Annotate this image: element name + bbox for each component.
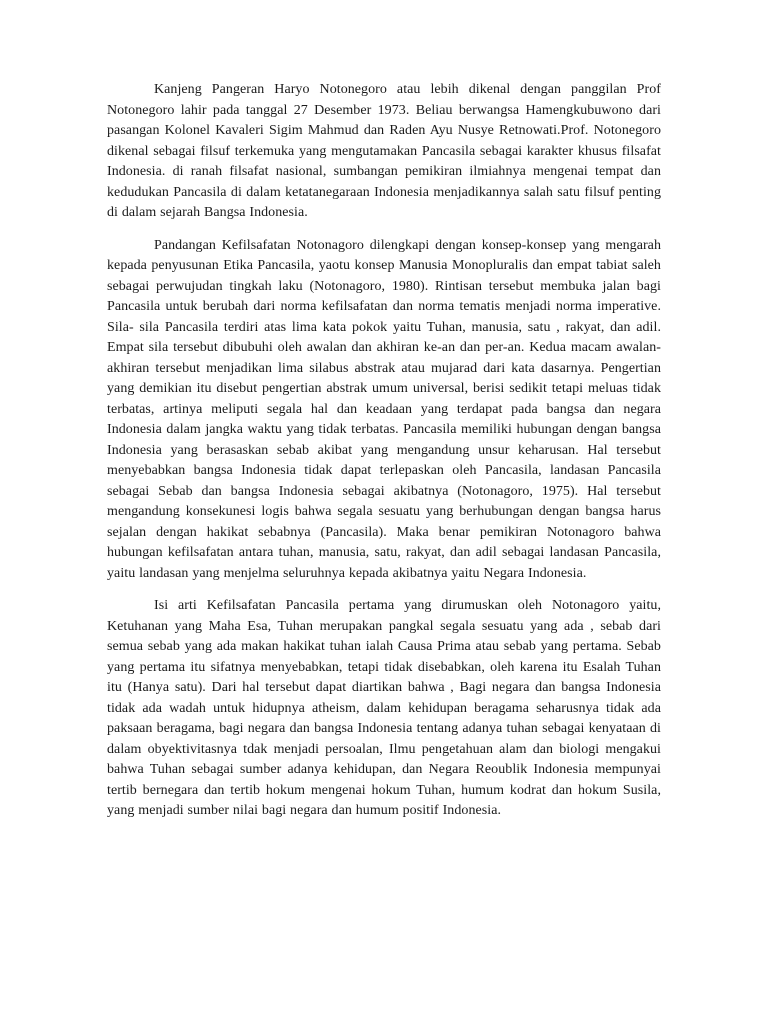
paragraph-philosophy-views: Pandangan Kefilsafatan Notonagoro dilengkapi dengan konsep-konsep yang mengarah kepada penyusunan Etika Pancasila, yaotu konsep Manusia Monopluralis dan empat tabiat saleh sebagai perwujudan tingkah laku (Notonagoro, 1980). Rintisan tersebut membuka jalan bagi Pancasila untuk berubah dari norma kefilsafatan dan norma tematis menjadi norma imperative. Sila- sila Pancasila terdiri atas lima kata pokok yaitu Tuhan, manusia, satu , rakyat, dan adil. Empat sila tersebut dibubuhi oleh awalan dan akhiran ke-an dan per-an. Kedua macam awalan-akhiran tersebut menjadikan lima silabus abstrak atau mujarad dari kata dasarnya. Pengertian yang demikian itu disebut pengertian abstrak umum universal, berisi sedikit tetapi meluas tidak terbatas, artinya meliputi segala hal dan keadaan yang terdapat pada bangsa dan negara Indonesia dalam jangka waktu yang tidak terbatas. Pancasila memiliki hubungan dengan bangsa Indonesia yang berasaskan sebab akibat yang mengandung unsur keharusan. Hal tersebut menyebabkan bangsa Indonesia tidak dapat terlepaskan oleh Pancasila, landasan Pancasila sebagai Sebab dan bangsa Indonesia sebagai akibatnya (Notonagoro, 1975). Hal tersebut mengandung konsekunesi logis bahwa segala sesuatu yang berhubungan dengan bangsa harus sejalan dengan hakikat sebabnya (Pancasila). Maka benar pemikiran Notonagoro bahwa hubungan kefilsafatan antara tuhan, manusia, satu, rakyat, dan adil sebagai landasan Pancasila, yaitu landasan yang menjelma seluruhnya kepada akibatnya yaitu Negara Indonesia. — [107, 237, 661, 581]
paragraph-first-principle: Isi arti Kefilsafatan Pancasila pertama yang dirumuskan oleh Notonagoro yaitu, Ketuhanan yang Maha Esa, Tuhan merupakan pangkal segala sesuatu yang ada , sebab dari semua sebab yang ada makan hakikat tuhan ialah Causa Prima atau sebab yang pertama. Sebab yang pertama itu sifatnya menyebabkan, tetapi tidak disebabkan, oleh karena itu Esalah Tuhan itu (Hanya satu). Dari hal tersebut dapat diartikan bahwa , Bagi negara dan bangsa Indonesia tidak ada wadah untuk hidupnya atheism, dalam kehidupan beragama seharusnya tidak ada paksaan beragama, bagi negara dan bangsa Indonesia tentang adanya tuhan sebagai kenyataan di dalam obyektivitasnya tdak menjadi persoalan, Ilmu pengetahuan alam dan biologi mengakui bahwa Tuhan sebagai sumber adanya kehidupan, dan Negara Reoublik Indonesia mempunyai tertib bernegara dan tertib hokum mengenai hokum Tuhan, humum kodrat dan hokum Susila, yang menjadi sumber nilai bagi negara dan humum positif Indonesia. — [107, 598, 661, 818]
paragraph-biography: Kanjeng Pangeran Haryo Notonegoro atau lebih dikenal dengan panggilan Prof Notonegoro lahir pada tanggal 27 Desember 1973. Beliau berwangsa Hamengkubuwono dari pasangan Kolonel Kavaleri Sigim Mahmud dan Raden Ayu Nusye Retnowati.Prof. Notonegoro dikenal sebagai filsuf terkemuka yang mengutamakan Pancasila sebagai karakter khusus filsafat Indonesia. di ranah filsafat nasional, sumbangan pemikiran ilmiahnya mengenai tempat dan kedudukan Pancasila di dalam ketatanegaraan Indonesia menjadikannya salah satu filsuf penting di dalam sejarah Bangsa Indonesia. — [107, 82, 661, 220]
document-body — [107, 80, 661, 822]
